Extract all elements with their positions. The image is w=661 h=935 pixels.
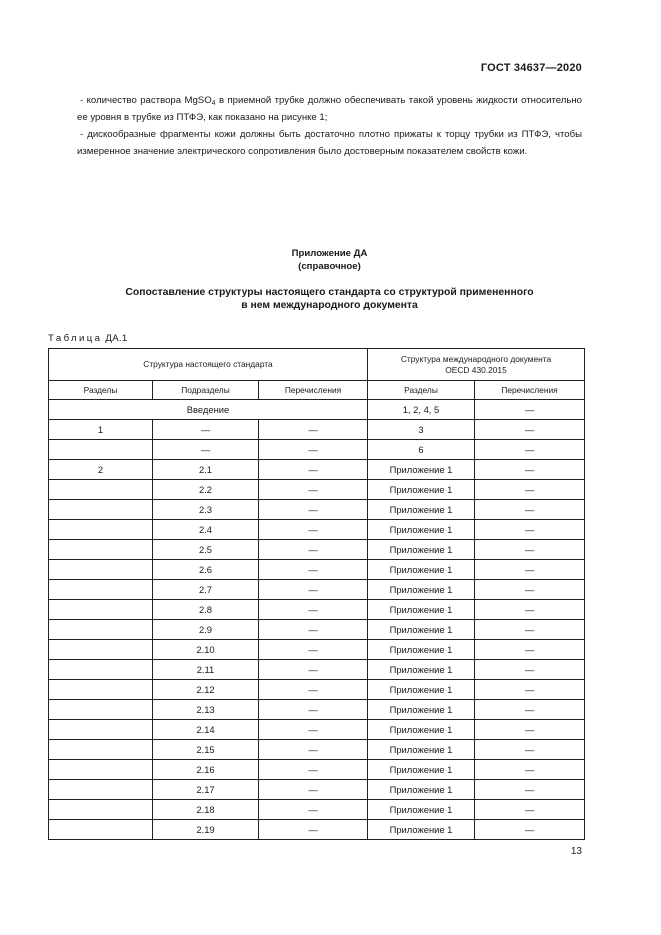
table-cell: — [153,440,259,460]
table-cell: — [475,540,585,560]
appendix-heading-line: в нем международного документа [241,300,418,311]
table-cell: — [475,660,585,680]
table-cell [49,520,153,540]
table-cell [49,480,153,500]
table-cell: — [259,580,368,600]
table-cell [49,560,153,580]
table-cell: 2.8 [153,600,259,620]
table-cell: — [259,700,368,720]
column-header-sections: Разделы [49,381,153,400]
table-cell: Приложение 1 [368,700,475,720]
header-national-structure: Структура настоящего стандарта [49,349,368,381]
table-row [49,440,585,460]
table-cell: — [259,480,368,500]
table-cell [49,500,153,520]
table-cell: Приложение 1 [368,640,475,660]
table-cell: 2.6 [153,560,259,580]
paragraph-text: в приемной трубке должно обеспечивать такой уровень жидкости относительно ее уровня в трубке из ПТФЭ, как показано на рисунке 1; [77,95,582,123]
table-cell: 2.14 [153,720,259,740]
table-cell: — [259,500,368,520]
table-cell: Приложение 1 [368,580,475,600]
table-cell [49,680,153,700]
table-cell: — [475,520,585,540]
table-cell: — [259,620,368,640]
table-cell: 2.4 [153,520,259,540]
table-cell: — [475,400,585,420]
table-row [49,620,585,640]
table-cell [49,620,153,640]
table-caption-id: ДА.1 [105,333,128,344]
table-row [49,480,585,500]
table-cell: — [259,740,368,760]
table-cell: 2.19 [153,820,259,840]
table-cell [49,580,153,600]
paragraph-text: - количество раствора [80,95,185,106]
table-cell [49,600,153,620]
table-cell: Приложение 1 [368,660,475,680]
table-cell: 2.9 [153,620,259,640]
table-cell: — [259,600,368,620]
table-cell: Приложение 1 [368,600,475,620]
table-cell: — [259,760,368,780]
table-cell [49,540,153,560]
table-cell [49,820,153,840]
chemical-formula: MgSO$_4$ [184,95,216,107]
table-cell: — [475,760,585,780]
column-header-subsections: Подразделы [153,381,259,400]
table-cell [49,660,153,680]
table-row [49,580,585,600]
table-cell [49,440,153,460]
table-cell: Приложение 1 [368,820,475,840]
table-row [49,600,585,620]
table-cell: Приложение 1 [368,680,475,700]
table-cell: Приложение 1 [368,540,475,560]
table-row [49,820,585,840]
table-cell: — [475,560,585,580]
table-cell [49,780,153,800]
table-row [49,780,585,800]
table-cell [49,700,153,720]
table-cell: 2.12 [153,680,259,700]
header-international-structure: Структура международного документа OECD 430.2015 [368,349,585,381]
table-cell: — [259,680,368,700]
table-cell: Приложение 1 [368,760,475,780]
table-caption [48,333,128,344]
table-cell: — [475,600,585,620]
table-cell: — [475,460,585,480]
table-cell [49,760,153,780]
table-cell: 1, 2, 4, 5 [368,400,475,420]
table-cell: 2.13 [153,700,259,720]
paragraph-skin-fragments: - дискообразные фрагменты кожи должны быть достаточно плотно прижаты к торцу трубки из ПТФЭ, чтобы измеренное значение электрического сопротивления было достоверным показателем свойств кожи. [77,129,582,157]
table-cell: Приложение 1 [368,740,475,760]
table-cell: Приложение 1 [368,480,475,500]
table-cell: Приложение 1 [368,720,475,740]
table-cell: 2.16 [153,760,259,780]
table-cell: — [475,500,585,520]
table-cell: Приложение 1 [368,560,475,580]
table-cell: 6 [368,440,475,460]
table-caption-prefix: Таблица [48,333,103,344]
table-cell: 2.3 [153,500,259,520]
table-cell: 3 [368,420,475,440]
appendix-heading [77,286,582,312]
table-cell: — [475,620,585,640]
table-cell: — [475,780,585,800]
table-cell: Приложение 1 [368,800,475,820]
table-cell: — [475,420,585,440]
table-cell: — [259,560,368,580]
table-cell: — [259,720,368,740]
body-text [77,92,582,160]
table-cell: — [475,680,585,700]
table-cell: — [259,640,368,660]
table-cell: — [259,540,368,560]
table-row [49,720,585,740]
table-cell: Приложение 1 [368,520,475,540]
column-header-intl-sections: Разделы [368,381,475,400]
table-row-introduction [49,400,585,420]
table-cell [49,800,153,820]
table-cell: 2.17 [153,780,259,800]
table-cell: 2.11 [153,660,259,680]
table-cell: 2.18 [153,800,259,820]
table-cell: Приложение 1 [368,460,475,480]
table-cell: — [475,800,585,820]
table-cell: — [475,740,585,760]
table-row [49,740,585,760]
table-row [49,760,585,780]
table-row [49,420,585,440]
comparison-table [48,348,585,840]
paragraph-solution-amount [77,92,582,126]
table-cell [49,640,153,660]
table-cell: Приложение 1 [368,620,475,640]
table-cell: — [475,480,585,500]
table-row [49,560,585,580]
table-row [49,540,585,560]
table-cell: — [259,820,368,840]
table-row [49,640,585,660]
appendix-heading-line: Сопоставление структуры настоящего стандарта со структурой примененного [125,287,534,298]
table-cell: Приложение 1 [368,780,475,800]
table-cell: — [475,580,585,600]
table-cell: — [259,420,368,440]
table-cell: — [259,520,368,540]
appendix-title: Приложение ДА [291,248,368,259]
table-row [49,460,585,480]
table-cell: 2.5 [153,540,259,560]
table-cell: Введение [49,400,368,420]
table-cell: 2.7 [153,580,259,600]
table-cell: 2.2 [153,480,259,500]
table-cell: — [259,440,368,460]
appendix-type: (справочное) [298,261,361,272]
table-cell: — [475,720,585,740]
table-cell: — [475,820,585,840]
column-header-intl-listings: Перечисления [475,381,585,400]
table-cell: Приложение 1 [368,500,475,520]
table-row [49,520,585,540]
document-id: ГОСТ 34637—2020 [480,62,582,74]
table-cell: 2.15 [153,740,259,760]
table-cell: — [259,780,368,800]
table-cell: 2 [49,460,153,480]
table-row [49,700,585,720]
table-cell: — [475,440,585,460]
table-cell: 2.10 [153,640,259,660]
table-cell: 2.1 [153,460,259,480]
table-cell: — [475,700,585,720]
table-cell [49,740,153,760]
table-cell: 1 [49,420,153,440]
table-row [49,500,585,520]
table-cell: — [259,460,368,480]
table-cell: — [259,660,368,680]
table-cell: — [259,800,368,820]
table-cell: — [153,420,259,440]
table-row [49,800,585,820]
table-row [49,660,585,680]
table-cell [49,720,153,740]
table-cell: — [475,640,585,660]
page-number: 13 [570,846,582,857]
table-row [49,680,585,700]
column-header-listings: Перечисления [259,381,368,400]
